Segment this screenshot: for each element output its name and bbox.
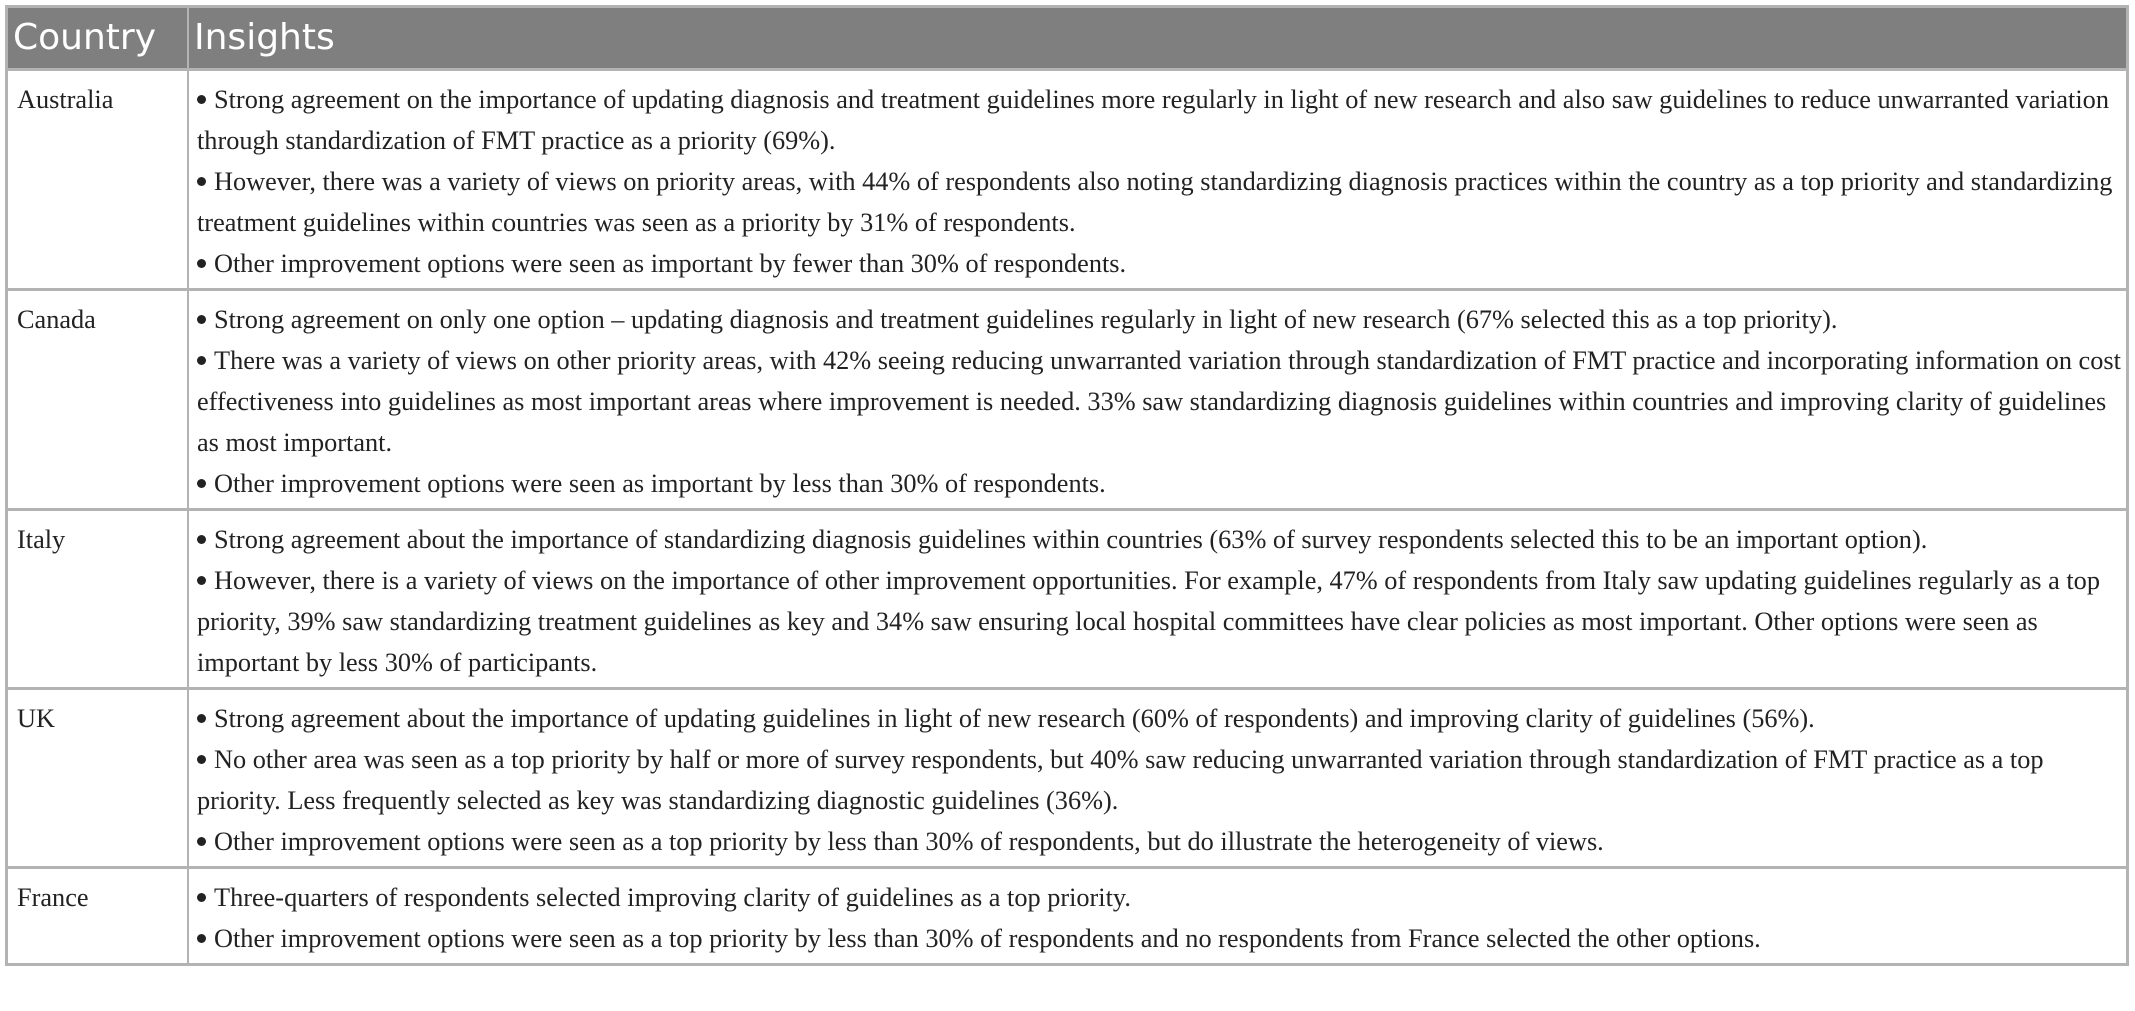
bullet-icon [197,356,206,365]
country-cell: UK [8,689,188,868]
header-country: Country [8,8,188,70]
insights-cell [188,70,2126,290]
insight-bullet [197,243,2122,284]
insights-cell [188,868,2126,964]
bullet-icon [197,837,206,846]
table-row [8,290,2126,510]
table-body [8,70,2126,964]
insight-text: Other improvement options were seen as a top priority by less than 30% of respondents and no respondents from France selected the other options. [214,924,1761,953]
insights-table [8,8,2126,963]
table-row [8,868,2126,964]
bullet-icon [197,479,206,488]
insight-text: Three-quarters of respondents selected improving clarity of guidelines as a top priority. [214,883,1131,912]
insight-text: There was a variety of views on other priority areas, with 42% seeing reducing unwarranted variation through standardization of FMT practice and incorporating information on cost effectiveness into guidelines as most important areas where improvement is needed. 33% saw standardizing diagnosis guidelines within countries and improving clarity of guidelines as most important. [197,346,2121,457]
insight-bullet [197,698,2122,739]
table-row [8,510,2126,689]
insight-text: Strong agreement on the importance of updating diagnosis and treatment guidelines more regularly in light of new research and also saw guidelines to reduce unwarranted variation through standardization of FMT practice as a priority (69%). [197,85,2109,155]
insight-text: Other improvement options were seen as a top priority by less than 30% of respondents, but do illustrate the heterogeneity of views. [214,827,1604,856]
bullet-icon [197,95,206,104]
bullet-icon [197,755,206,764]
insight-bullet [197,463,2122,504]
table-row [8,70,2126,290]
insight-text: Strong agreement on only one option – updating diagnosis and treatment guidelines regularly in light of new research (67% selected this as a top priority). [214,305,1838,334]
insight-bullet [197,560,2122,683]
bullet-icon [197,934,206,943]
bullet-icon [197,259,206,268]
country-cell: Italy [8,510,188,689]
table-row [8,689,2126,868]
country-cell: Canada [8,290,188,510]
insight-text: However, there is a variety of views on the importance of other improvement opportunities. For example, 47% of respondents from Italy saw updating guidelines regularly as a top priority, 39% saw standardizing treatment guidelines as key and 34% saw ensuring local hospital committees have clear policies as most important. Other options were seen as important by less 30% of participants. [197,566,2100,677]
insight-bullet [197,161,2122,243]
insights-cell [188,290,2126,510]
insight-bullet [197,299,2122,340]
header-insights: Insights [188,8,2126,70]
insight-text: No other area was seen as a top priority by half or more of survey respondents, but 40% saw reducing unwarranted variation through standardization of FMT practice as a top priority. Less frequently selected as key was standardizing diagnostic guidelines (36%). [197,745,2044,815]
insight-text: Strong agreement about the importance of standardizing diagnosis guidelines within countries (63% of survey respondents selected this to be an important option). [214,525,1928,554]
insights-cell [188,510,2126,689]
insight-bullet [197,340,2122,463]
bullet-icon [197,714,206,723]
header-row [8,8,2126,70]
insight-text: However, there was a variety of views on priority areas, with 44% of respondents also noting standardizing diagnosis practices within the country as a top priority and standardizing treatment guidelines within countries was seen as a priority by 31% of respondents. [197,167,2113,237]
insight-text: Other improvement options were seen as important by fewer than 30% of respondents. [214,249,1127,278]
country-cell: Australia [8,70,188,290]
insight-text: Other improvement options were seen as important by less than 30% of respondents. [214,469,1106,498]
bullet-icon [197,576,206,585]
table-header [8,8,2126,70]
insight-bullet [197,519,2122,560]
bullet-icon [197,893,206,902]
insight-bullet [197,79,2122,161]
bullet-icon [197,315,206,324]
bullet-icon [197,535,206,544]
insight-bullet [197,739,2122,821]
insights-cell [188,689,2126,868]
insight-bullet [197,918,2122,959]
insights-table-container [5,5,2129,966]
insight-text: Strong agreement about the importance of updating guidelines in light of new research (60% of respondents) and improving clarity of guidelines (56%). [214,704,1815,733]
country-cell: France [8,868,188,964]
insight-bullet [197,821,2122,862]
bullet-icon [197,177,206,186]
insight-bullet [197,877,2122,918]
